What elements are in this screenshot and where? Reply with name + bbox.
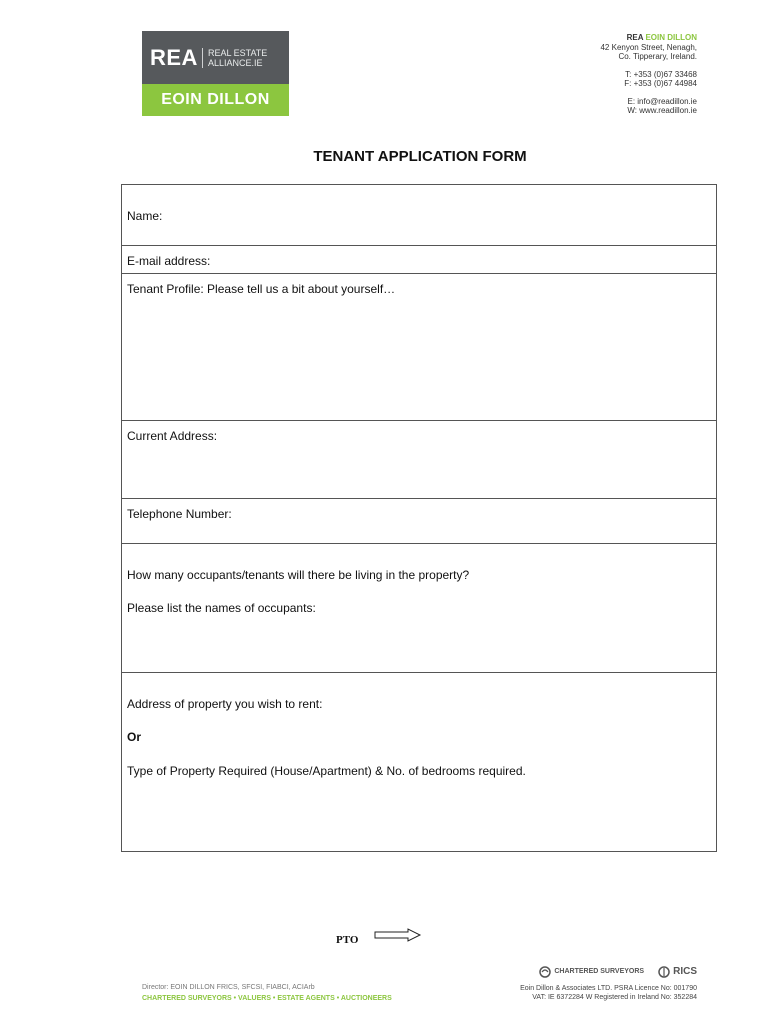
contact-address2: Co. Tipperary, Ireland. — [618, 52, 697, 61]
contact-fax: F: +353 (0)67 44984 — [624, 79, 697, 88]
contact-email: E: info@readillon.ie — [627, 96, 697, 106]
row-telephone[interactable] — [122, 499, 716, 544]
row-email[interactable] — [122, 246, 716, 274]
footer-company: Eoin Dillon & Associates LTD. PSRA Licence No: 001790 — [520, 985, 697, 992]
footer-services: CHARTERED SURVEYORS • VALUERS • ESTATE AGENTS • AUCTIONEERS — [142, 995, 392, 1002]
row-occupants[interactable] — [122, 544, 716, 673]
row-current-address[interactable] — [122, 421, 716, 499]
contact-web: W: www.readillon.ie — [627, 106, 697, 115]
contact-block — [600, 33, 697, 116]
accreditation-badges — [520, 966, 697, 978]
scsi-logo-icon — [539, 966, 551, 978]
logo-line2: ALLIANCE.IE — [207, 57, 263, 68]
rics-badge — [658, 966, 697, 978]
footer-vat: VAT: IE 6372284 W Registered in Ireland No: 352284 — [532, 994, 697, 1001]
logo-top-band — [142, 31, 289, 84]
contact-address1: 42 Kenyon Street, Nenagh, — [600, 42, 697, 52]
contact-name-rea: REA — [626, 33, 646, 42]
email-label: E-mail address: — [127, 254, 211, 268]
company-logo — [142, 31, 289, 116]
right-arrow-icon — [374, 928, 422, 942]
logo-tagline — [208, 48, 267, 68]
badge1-text: CHARTERED SURVEYORS — [554, 968, 645, 975]
telephone-label: Telephone Number: — [127, 507, 232, 521]
row-property[interactable] — [122, 673, 716, 851]
badge2-text: RICS — [673, 966, 697, 977]
chartered-surveyors-badge — [539, 966, 644, 978]
property-type-label: Type of Property Required (House/Apartment) & No. of bedrooms required. — [127, 764, 526, 778]
logo-line1: REAL ESTATE — [207, 47, 268, 58]
rics-logo-icon — [658, 966, 670, 978]
pto-label: PTO — [336, 934, 359, 946]
occupants-names-label: Please list the names of occupants: — [127, 601, 316, 615]
footer-left — [142, 982, 392, 1004]
contact-name-green: EOIN DILLON — [645, 33, 697, 42]
profile-label: Tenant Profile: Please tell us a bit about yourself… — [127, 282, 396, 296]
property-address-label: Address of property you wish to rent: — [127, 697, 323, 711]
logo-name-band: EOIN DILLON — [142, 84, 289, 116]
logo-divider — [202, 48, 203, 68]
contact-company-name — [600, 33, 697, 43]
name-label: Name: — [127, 209, 163, 223]
logo-rea-text: REA — [150, 44, 198, 70]
application-form-table — [121, 184, 717, 852]
footer-director: Director: EOIN DILLON FRICS, SFCSI, FIABCI, ACIArb — [142, 984, 315, 991]
or-label: Or — [127, 730, 142, 744]
current-address-label: Current Address: — [127, 429, 218, 443]
footer-right — [520, 966, 697, 1002]
contact-tel: T: +353 (0)67 33468 — [625, 69, 697, 79]
occupants-question: How many occupants/tenants will there be living in the property? — [127, 568, 470, 582]
page-title: TENANT APPLICATION FORM — [313, 148, 527, 165]
row-tenant-profile[interactable] — [122, 274, 716, 421]
row-name[interactable] — [122, 185, 716, 246]
